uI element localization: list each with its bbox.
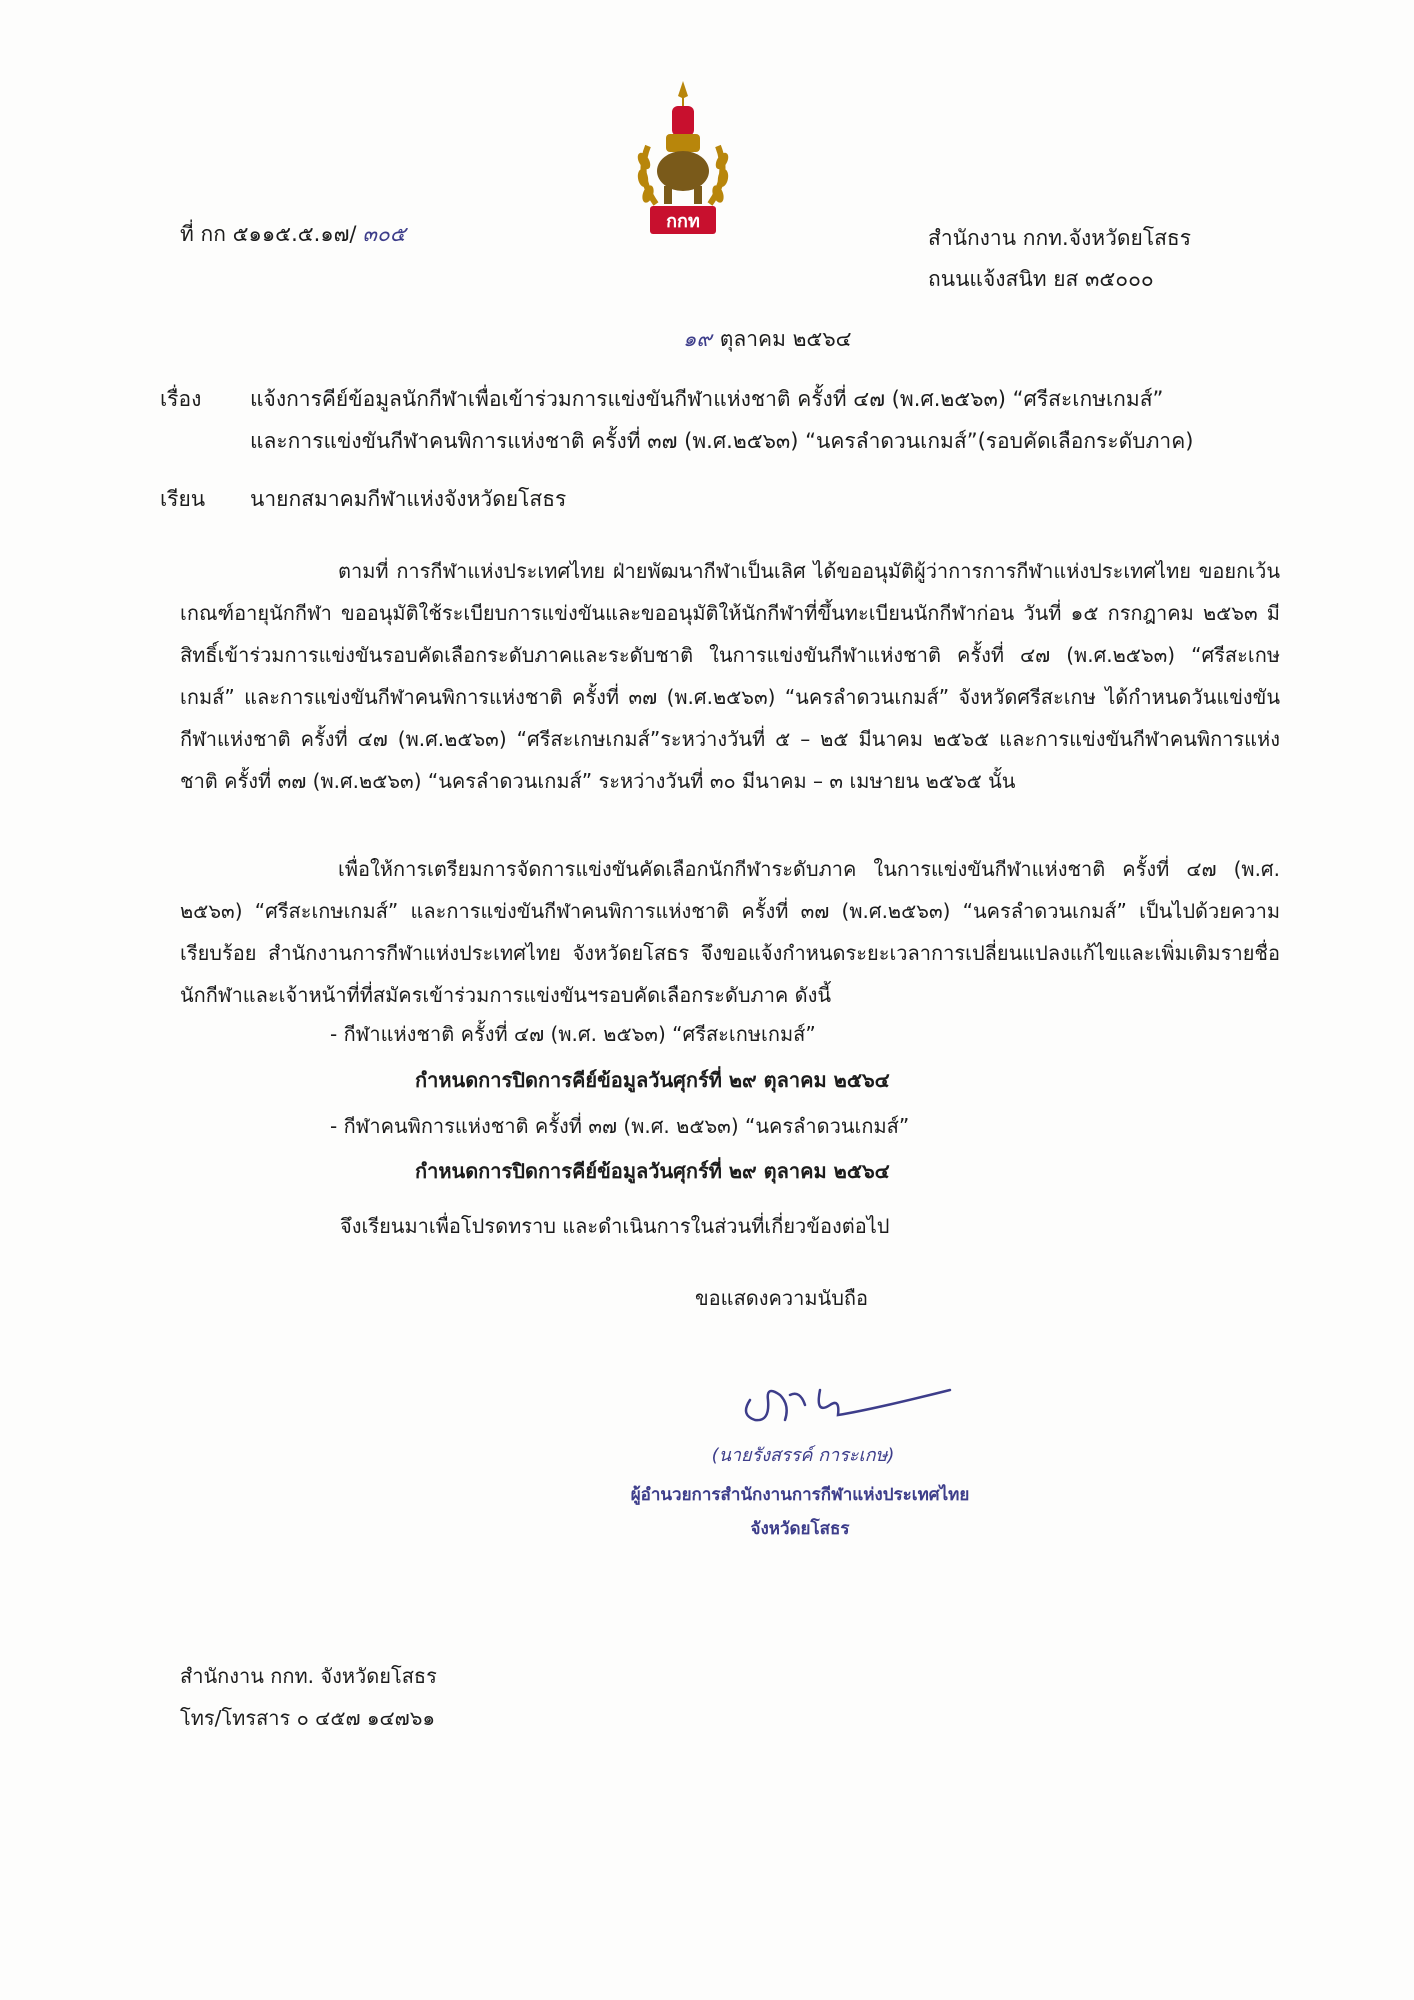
signatory-name: (นายรังสรรค์ การะเกษ) bbox=[711, 1445, 895, 1466]
signatory-position bbox=[560, 1478, 1040, 1546]
reference-prefix: ที่ กก ๕๑๑๕.๕.๑๗/ bbox=[180, 222, 357, 246]
date-day: ๑๙ bbox=[683, 327, 712, 351]
signatory-province: จังหวัดยโสธร bbox=[750, 1519, 850, 1539]
sports-authority-logo bbox=[628, 76, 738, 241]
list-item-para-games: - กีฬาคนพิการแห่งชาติ ครั้งที่ ๓๗ (พ.ศ. ๒๕๖๓) “นครลำดวนเกมส์” bbox=[330, 1114, 910, 1138]
document-reference bbox=[180, 218, 406, 251]
handwritten-signature bbox=[730, 1360, 960, 1440]
recipient-name: นายกสมาคมกีฬาแห่งจังหวัดยโสธร bbox=[250, 487, 567, 511]
deadline-para-games: กำหนดการปิดการคีย์ข้อมูลวันศุกร์ที่ ๒๙ ตุลาคม ๒๕๖๔ bbox=[415, 1159, 890, 1183]
reference-number: ๓๐๕ bbox=[362, 222, 406, 246]
subject-line-1: แจ้งการคีย์ข้อมูลนักกีฬาเพื่อเข้าร่วมการแข่งขันกีฬาแห่งชาติ ครั้งที่ ๔๗ (พ.ศ.๒๕๖๓) “ศรีสะเกษเกมส์” bbox=[250, 387, 1164, 411]
recipient-block bbox=[160, 483, 566, 516]
letter-date bbox=[683, 323, 852, 356]
subject-label: เรื่อง bbox=[160, 387, 202, 411]
footer-phone: โทร/โทรสาร ๐ ๔๕๗ ๑๔๗๖๑ bbox=[180, 1706, 436, 1730]
list-item-national-games: - กีฬาแห่งชาติ ครั้งที่ ๔๗ (พ.ศ. ๒๕๖๓) “ศรีสะเกษเกมส์” bbox=[330, 1022, 816, 1046]
complimentary-close: ขอแสดงความนับถือ bbox=[695, 1286, 869, 1310]
signatory-title: ผู้อำนวยการสำนักงานการกีฬาแห่งประเทศไทย bbox=[630, 1485, 970, 1505]
subject-line-2: และการแข่งขันกีฬาคนพิการแห่งชาติ ครั้งที่ ๓๗ (พ.ศ.๒๕๖๓) “นครลำดวนเกมส์”(รอบคัดเลือกระดับภาค) bbox=[250, 429, 1194, 453]
office-address bbox=[928, 218, 1191, 300]
footer-office: สำนักงาน กกท. จังหวัดยโสธร bbox=[180, 1664, 437, 1688]
svg-text:กกท: กกท bbox=[666, 211, 700, 232]
date-month-year: ตุลาคม ๒๕๖๔ bbox=[719, 327, 852, 351]
subject-block bbox=[160, 378, 1300, 462]
closing-sentence: จึงเรียนมาเพื่อโปรดทราบ และดำเนินการในส่วนที่เกี่ยวข้องต่อไป bbox=[340, 1214, 890, 1238]
footer-contact bbox=[180, 1655, 437, 1739]
body-paragraph-1: ตามที่ การกีฬาแห่งประเทศไทย ฝ่ายพัฒนากีฬาเป็นเลิศ ได้ขออนุมัติผู้ว่าการการกีฬาแห่งประเทศไทย ขอยกเว้นเกณฑ์อายุนักกีฬา ขออนุมัติใช้ระเบียบการแข่งขันและขออนุมัติให้นักกีฬาที่ขึ้นทะเบียนนักกีฬาก่อน วันที่ ๑๕ กรกฎาคม ๒๕๖๓ มีสิทธิ์เข้าร่วมการแข่งขันรอบคัดเลือกระดับภาคและระดับชาติ ในการแข่งขันกีฬาแห่งชาติ ครั้งที่ ๔๗ (พ.ศ.๒๕๖๓) “ศรีสะเกษเกมส์” และการแข่งขันกีฬาคนพิการแห่งชาติ ครั้งที่ ๓๗ (พ.ศ.๒๕๖๓) “นครลำดวนเกมส์” จังหวัดศรีสะเกษ ได้กำหนดวันแข่งขันกีฬาแห่งชาติ ครั้งที่ ๔๗ (พ.ศ.๒๕๖๓) “ศรีสะเกษเกมส์”ระหว่างวันที่ ๕ – ๒๕ มีนาคม ๒๕๖๕ และการแข่งขันกีฬาคนพิการแห่งชาติ ครั้งที่ ๓๗ (พ.ศ.๒๕๖๓) “นครลำดวนเกมส์” ระหว่างวันที่ ๓๐ มีนาคม – ๓ เมษายน ๒๕๖๕ นั้น bbox=[180, 559, 1280, 793]
office-street: ถนนแจ้งสนิท ยส ๓๕๐๐๐ bbox=[928, 267, 1154, 291]
recipient-label: เรียน bbox=[160, 487, 206, 511]
office-name: สำนักงาน กกท.จังหวัดยโสธร bbox=[928, 226, 1192, 250]
body-paragraph-2: เพื่อให้การเตรียมการจัดการแข่งขันคัดเลือกนักกีฬาระดับภาค ในการแข่งขันกีฬาแห่งชาติ ครั้งที่ ๔๗ (พ.ศ. ๒๕๖๓) “ศรีสะเกษเกมส์” และการแข่งขันกีฬาคนพิการแห่งชาติ ครั้งที่ ๓๗ (พ.ศ.๒๕๖๓) “นครลำดวนเกมส์” เป็นไปด้วยความเรียบร้อย สำนักงานการกีฬาแห่งประเทศไทย จังหวัดยโสธร จึงขอแจ้งกำหนดระยะเวลาการเปลี่ยนแปลงแก้ไขและเพิ่มเติมรายชื่อนักกีฬาและเจ้าหน้าที่ที่สมัครเข้าร่วมการแข่งขันฯรอบคัดเลือกระดับภาค ดังนี้ bbox=[180, 857, 1280, 1007]
deadline-national-games: กำหนดการปิดการคีย์ข้อมูลวันศุกร์ที่ ๒๙ ตุลาคม ๒๕๖๔ bbox=[415, 1068, 890, 1092]
